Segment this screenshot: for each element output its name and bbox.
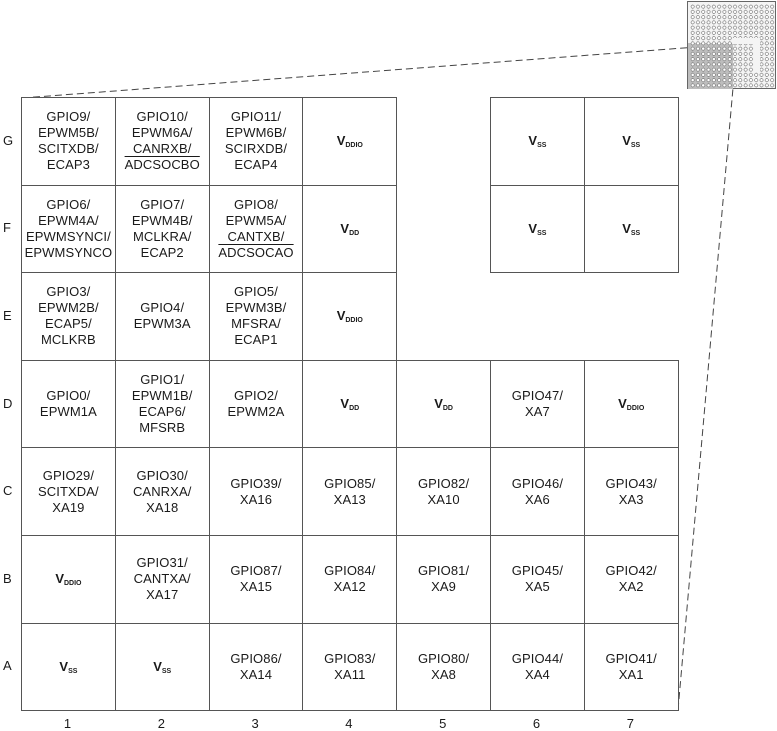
ball-e3 (209, 272, 304, 361)
pin-function: EPWM2B/ (38, 300, 99, 316)
pin-function: SCITXDB/ (38, 141, 99, 157)
ball-a2 (115, 623, 210, 712)
power-pin-label (153, 659, 171, 675)
power-symbol: V (340, 396, 350, 412)
row-label-g: G (3, 132, 14, 148)
package-thumbnail (687, 1, 776, 89)
power-pin-label (59, 659, 77, 675)
ball-a4 (302, 623, 397, 712)
pin-function: GPIO11/ (230, 109, 282, 125)
ball-a7 (584, 623, 679, 712)
ball-e1 (21, 272, 116, 361)
pin-function: ECAP2 (140, 244, 184, 260)
pin-function: GPIO42/ (605, 563, 657, 579)
ball-f1 (21, 185, 116, 274)
pin-function-list (132, 197, 193, 261)
ball-c2 (115, 447, 210, 536)
pin-function-list (606, 651, 657, 683)
pin-function: GPIO5/ (234, 284, 278, 300)
ball-g4 (302, 97, 397, 186)
row-label-c: C (3, 483, 13, 499)
pin-function-list (324, 651, 375, 683)
power-pin-label (622, 221, 640, 237)
power-subscript: SS (537, 229, 547, 237)
ball-g1 (21, 97, 116, 186)
pin-function: GPIO9/ (46, 109, 91, 125)
pin-function: GPIO83/ (324, 650, 376, 666)
pin-function: GPIO10/ (136, 109, 188, 125)
pin-function: ECAP3 (46, 157, 90, 173)
pin-function: XA19 (52, 499, 85, 515)
power-pin-label (618, 396, 644, 412)
ball-d6 (490, 360, 585, 449)
pin-function: EPWM3B/ (225, 300, 287, 316)
ball-c6 (490, 447, 585, 536)
pin-function: MCLKRA/ (132, 228, 192, 244)
power-pin-label (528, 221, 546, 237)
pin-function: EPWM6B/ (225, 125, 287, 141)
pin-function-list (40, 388, 97, 420)
pin-function: GPIO45/ (511, 563, 564, 579)
pin-function: GPIO43/ (605, 475, 657, 491)
ball-d7 (584, 360, 679, 449)
pin-function-list (25, 197, 113, 261)
callout-line-bottom (678, 88, 733, 710)
pin-function: EPWM5B/ (38, 125, 99, 141)
power-symbol: V (618, 396, 627, 412)
ball-d1 (21, 360, 116, 449)
ball-b2 (115, 535, 210, 624)
pin-function: GPIO80/ (417, 650, 470, 666)
ball-f6 (490, 185, 585, 274)
ball-g3 (209, 97, 304, 186)
pin-function: EPWM5A/ (225, 212, 287, 228)
ball-g7 (584, 97, 679, 186)
ball-b4 (302, 535, 397, 624)
pin-function: XA8 (431, 666, 457, 682)
pin-function: SCITXDA/ (38, 483, 99, 499)
pin-function: ECAP1 (234, 332, 278, 348)
pin-function: EPWMSYNCI/ (26, 228, 111, 244)
ball-f2 (115, 185, 210, 274)
pin-function-list (125, 109, 200, 173)
thumbnail-gap (754, 38, 760, 72)
power-subscript: SS (630, 142, 641, 150)
pin-function: ECAP6/ (138, 404, 186, 420)
ball-c7 (584, 447, 679, 536)
power-symbol: V (622, 220, 631, 236)
power-subscript: DDIO (345, 142, 363, 150)
pin-function-list (512, 563, 563, 595)
pin-function: GPIO81/ (417, 563, 470, 579)
power-pin-label (337, 308, 363, 324)
power-subscript: DDIO (63, 580, 82, 588)
pin-function-list (133, 468, 192, 516)
pin-function-list (512, 388, 563, 420)
pin-function: EPWM2A (227, 404, 285, 420)
row-label-f: F (3, 220, 11, 236)
pin-function: GPIO85/ (324, 475, 376, 491)
ball-d2 (115, 360, 210, 449)
ball-b1 (21, 535, 116, 624)
ball-b3 (209, 535, 304, 624)
power-symbol: V (59, 658, 69, 674)
callout-line-top (22, 41, 776, 98)
pin-function-list (132, 372, 193, 436)
pin-function: ECAP5/ (44, 316, 92, 332)
power-pin-label (528, 133, 546, 149)
pin-function: GPIO29/ (42, 467, 95, 483)
pin-function: XA1 (618, 666, 644, 682)
pin-function: XA5 (524, 579, 550, 595)
pin-function-list (230, 476, 281, 508)
ball-a3 (209, 623, 304, 712)
pin-function-list (38, 284, 99, 348)
pin-function: GPIO7/ (140, 196, 185, 212)
power-symbol: V (340, 220, 350, 236)
pin-function-list (228, 388, 285, 420)
ball-g2 (115, 97, 210, 186)
pin-function: XA7 (524, 404, 550, 420)
pin-function-list (324, 476, 375, 508)
pin-function: EPWM3A (133, 316, 191, 332)
pin-function: GPIO8/ (234, 196, 278, 212)
pin-function: XA14 (239, 666, 273, 682)
pin-function: EPWM4A/ (38, 212, 99, 228)
ball-f4 (302, 185, 397, 274)
pin-function: GPIO87/ (230, 563, 282, 579)
pin-function: GPIO0/ (46, 388, 91, 404)
pin-function: GPIO84/ (324, 563, 376, 579)
ball-a6 (490, 623, 585, 712)
pin-function: XA2 (618, 579, 644, 595)
pin-function-list (512, 476, 563, 508)
power-subscript: DDIO (345, 317, 363, 325)
row-label-d: D (3, 395, 13, 411)
pin-function: CANTXA/ (133, 571, 191, 587)
pin-function: GPIO6/ (46, 196, 91, 212)
pin-function: CANRXA/ (132, 483, 192, 499)
ball-g6 (490, 97, 585, 186)
ball-b5 (396, 535, 491, 624)
ball-e2 (115, 272, 210, 361)
pin-function: EPWM1A (39, 404, 97, 420)
power-subscript: DD (349, 405, 360, 413)
power-symbol: V (622, 133, 631, 149)
pin-function: XA13 (333, 491, 366, 507)
power-symbol: V (153, 658, 162, 674)
power-pin-label (340, 396, 359, 412)
pin-function: EPWMSYNCO (24, 244, 113, 260)
pin-function: GPIO39/ (230, 475, 282, 491)
pin-function: XA15 (239, 579, 273, 595)
pin-function: XA4 (524, 666, 550, 682)
column-label-4: 4 (345, 716, 353, 731)
pin-function: ADCSOCAO (218, 244, 294, 260)
pin-function-list (230, 563, 281, 595)
ball-d3 (209, 360, 304, 449)
pin-function: GPIO1/ (140, 372, 185, 388)
pin-function: XA3 (618, 491, 644, 507)
column-label-3: 3 (251, 716, 259, 731)
ball-d5 (396, 360, 491, 449)
ball-d4 (302, 360, 397, 449)
pin-function: GPIO30/ (136, 467, 188, 483)
pin-function: EPWM6A/ (131, 125, 193, 141)
pin-function: MFSRA/ (231, 316, 281, 332)
power-pin-label (434, 396, 453, 412)
power-subscript: DD (349, 229, 360, 237)
power-pin-label (55, 571, 81, 587)
power-subscript: SS (537, 142, 547, 150)
pin-function: EPWM4B/ (131, 212, 193, 228)
pin-function: ADCSOCBO (124, 157, 200, 173)
row-label-e: E (3, 308, 12, 323)
column-label-6: 6 (532, 716, 541, 731)
pin-function-list (230, 651, 281, 683)
pin-function-list (226, 284, 287, 348)
pin-function: MFSRB (139, 420, 186, 436)
power-subscript: SS (630, 229, 641, 237)
power-pin-label (340, 221, 359, 237)
ball-b6 (490, 535, 585, 624)
ball-f7 (584, 185, 679, 274)
pin-function-list (218, 197, 293, 261)
pin-function: XA6 (524, 491, 550, 507)
pin-function: GPIO31/ (136, 555, 188, 571)
pin-function: CANTXB/ (227, 228, 285, 244)
pin-function: GPIO86/ (230, 650, 282, 666)
pin-function: XA10 (427, 491, 460, 507)
power-symbol: V (528, 133, 538, 149)
pin-function: GPIO47/ (511, 388, 564, 404)
column-label-2: 2 (157, 716, 165, 731)
power-symbol: V (528, 220, 538, 236)
power-pin-label (337, 133, 363, 149)
power-symbol: V (336, 133, 346, 149)
pin-function: XA16 (239, 491, 273, 507)
pin-function: GPIO82/ (417, 475, 470, 491)
ball-c1 (21, 447, 116, 536)
pin-function: XA12 (333, 579, 366, 595)
ball-c4 (302, 447, 397, 536)
pin-function: GPIO3/ (46, 284, 91, 300)
pin-function-list (512, 651, 563, 683)
pin-function-list (225, 109, 287, 173)
pin-function: GPIO44/ (511, 650, 564, 666)
power-subscript: SS (68, 667, 78, 675)
power-symbol: V (55, 571, 64, 587)
ball-b7 (584, 535, 679, 624)
pin-function: XA11 (334, 666, 366, 682)
ball-f3 (209, 185, 304, 274)
pin-function: GPIO46/ (511, 475, 564, 491)
ball-a5 (396, 623, 491, 712)
ball-a1 (21, 623, 116, 712)
pin-function-list (134, 300, 191, 332)
pin-function: ECAP4 (234, 157, 278, 173)
power-subscript: DDIO (626, 405, 645, 413)
pin-function: GPIO2/ (234, 388, 278, 404)
power-symbol: V (434, 396, 443, 412)
power-subscript: DD (442, 405, 453, 413)
pin-function: SCIRXDB/ (224, 141, 288, 157)
pin-function-list (418, 651, 469, 683)
row-label-a: A (3, 658, 12, 674)
ball-e4 (302, 272, 397, 361)
column-label-7: 7 (626, 716, 634, 731)
pin-function-list (134, 555, 191, 603)
column-label-1: 1 (63, 716, 72, 731)
pin-function: EPWM1B/ (131, 388, 193, 404)
pin-function-list (418, 563, 469, 595)
pin-function-list (418, 476, 469, 508)
pin-function: XA18 (146, 499, 179, 515)
pin-function: XA9 (431, 579, 457, 595)
power-pin-label (622, 133, 640, 149)
pin-function: MCLKRB (41, 332, 96, 348)
column-label-5: 5 (439, 716, 447, 731)
pin-function-list (606, 476, 657, 508)
pin-function-list (38, 109, 99, 173)
power-symbol: V (336, 308, 346, 324)
ball-c3 (209, 447, 304, 536)
row-label-b: B (3, 570, 12, 586)
ball-c5 (396, 447, 491, 536)
pin-function-list (606, 563, 657, 595)
pin-function: CANRXB/ (132, 141, 192, 157)
ball-grid-dots (690, 4, 775, 88)
pin-function: XA17 (146, 587, 179, 603)
pin-function-list (324, 563, 375, 595)
pin-function-list (38, 468, 99, 516)
pin-function: GPIO41/ (605, 650, 657, 666)
power-subscript: SS (161, 667, 172, 675)
pin-function: GPIO4/ (140, 300, 185, 316)
